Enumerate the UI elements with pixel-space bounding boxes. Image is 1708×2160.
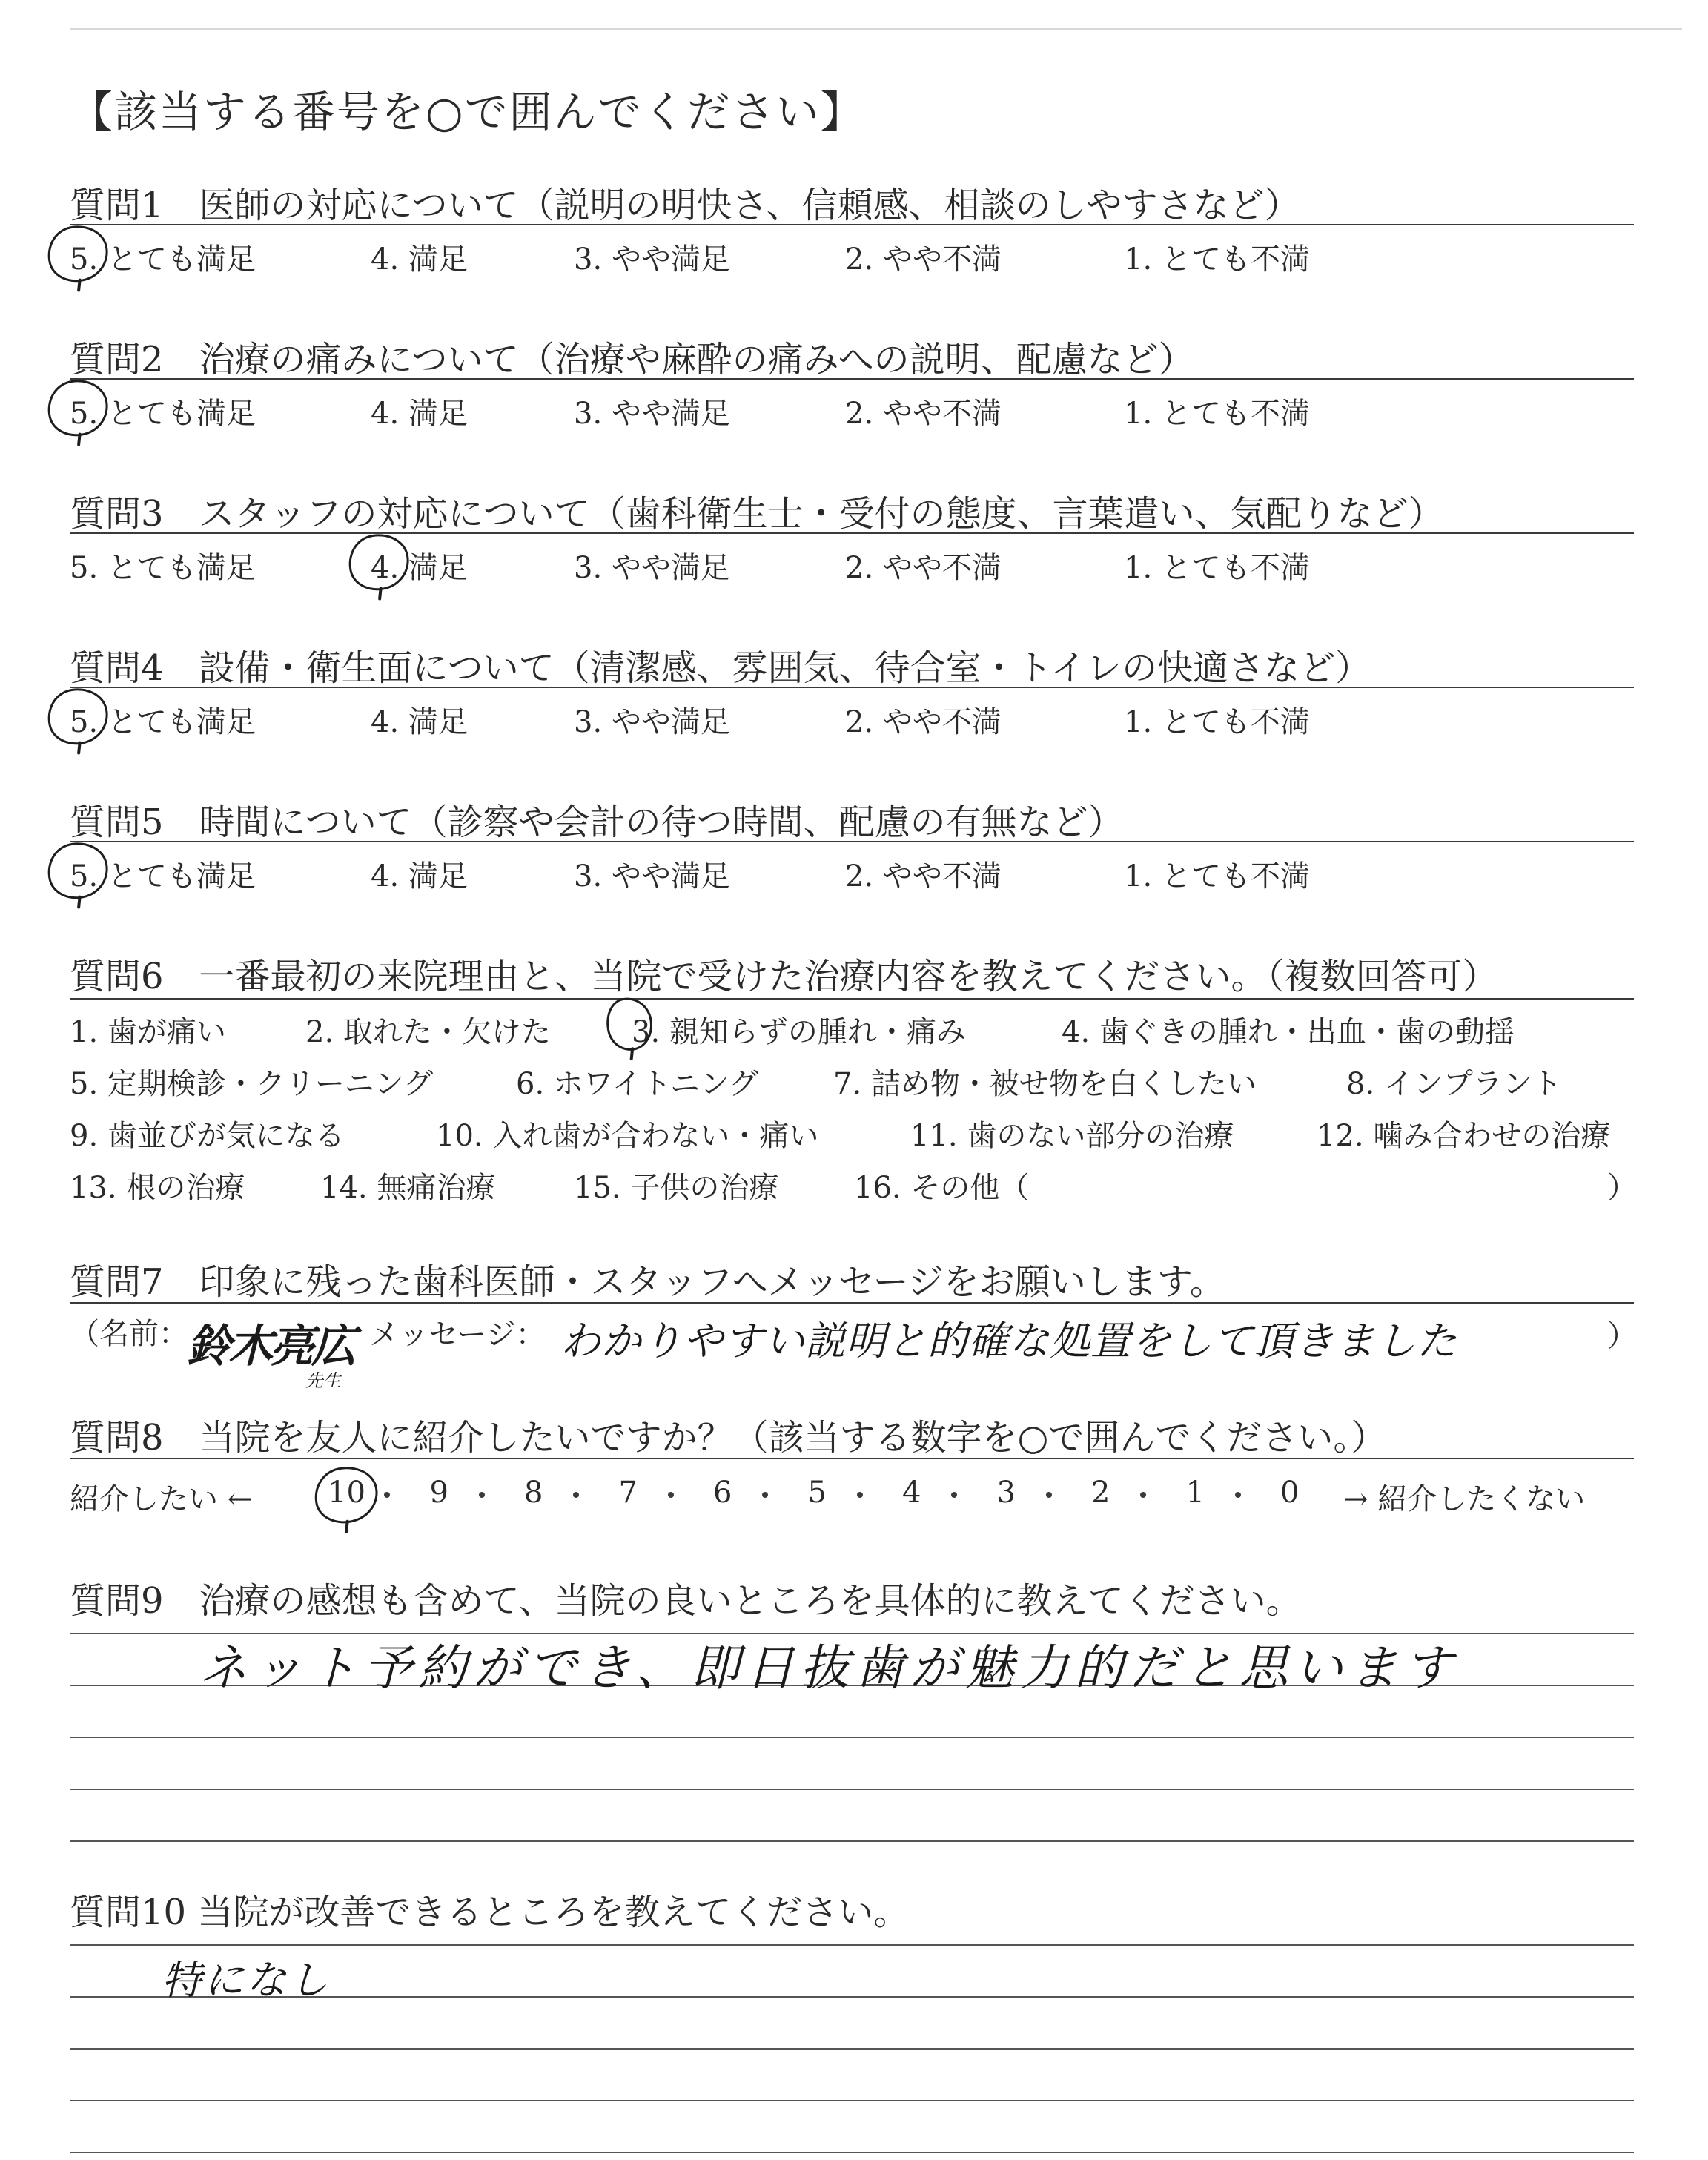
q2-rule — [70, 378, 1634, 380]
q8-rule — [70, 1458, 1634, 1459]
q8-left-label: 紹介したい ← — [70, 1482, 253, 1516]
q4-option-4[interactable]: 4. 満足 — [371, 705, 468, 739]
form-header: 【該当する番号を○で囲んでください】 — [70, 87, 865, 137]
q1-option-2[interactable]: 2. やや不満 — [845, 242, 1002, 277]
q8-selection-circle[interactable] — [309, 1461, 383, 1529]
q8-scale-8[interactable]: 8 — [524, 1476, 543, 1510]
q9-line-5 — [70, 1840, 1634, 1842]
q8-scale-4[interactable]: 4 — [902, 1476, 921, 1510]
q6-option-11[interactable]: 11. 歯のない部分の治療 — [910, 1119, 1234, 1153]
q1-option-3[interactable]: 3. やや満足 — [574, 242, 730, 277]
q1-option-5[interactable]: 5. とても満足 — [70, 242, 256, 277]
q4-option-1[interactable]: 1. とても不満 — [1124, 705, 1310, 739]
q6-option-12[interactable]: 12. 噛み合わせの治療 — [1317, 1119, 1611, 1153]
q8-scale-0[interactable]: 0 — [1280, 1476, 1300, 1510]
q6-option-9[interactable]: 9. 歯並びが気になる — [70, 1119, 345, 1153]
q5-option-2[interactable]: 2. やや不満 — [845, 859, 1002, 894]
q3-title: 質問3 スタッフの対応について（歯科衛生士・受付の態度、言葉遣い、気配りなど） — [70, 493, 1444, 535]
q7-name-suffix: 先生 — [305, 1370, 341, 1391]
q6-option-8[interactable]: 8. インプラント — [1346, 1067, 1562, 1101]
q6-other-close-paren: ） — [1607, 1171, 1637, 1205]
q8-scale-separator — [384, 1492, 390, 1498]
q6-option-15[interactable]: 15. 子供の治療 — [574, 1171, 779, 1205]
q7-name-value[interactable]: 鈴木亮広 — [187, 1321, 353, 1373]
q5-rule — [70, 841, 1634, 842]
q8-scale-6[interactable]: 6 — [713, 1476, 732, 1510]
q5-title: 質問5 時間について（診察や会計の待つ時間、配慮の有無など） — [70, 802, 1124, 843]
q8-scale-2[interactable]: 2 — [1091, 1476, 1110, 1510]
q6-option-7[interactable]: 7. 詰め物・被せ物を白くしたい — [833, 1067, 1257, 1101]
q6-option-4[interactable]: 4. 歯ぐきの腫れ・出血・歯の動揺 — [1062, 1015, 1515, 1049]
top-border — [70, 28, 1682, 30]
q10-line-3 — [70, 2048, 1634, 2050]
q8-scale-separator — [479, 1492, 485, 1498]
q2-title: 質問2 治療の痛みについて（治療や麻酔の痛みへの説明、配慮など） — [70, 339, 1194, 380]
q2-option-3[interactable]: 3. やや満足 — [574, 397, 730, 431]
q8-scale-5[interactable]: 5 — [807, 1476, 827, 1510]
q8-scale-separator — [1046, 1492, 1052, 1498]
q3-option-1[interactable]: 1. とても不満 — [1124, 551, 1310, 585]
q7-message-label: メッセージ： — [369, 1318, 546, 1352]
q3-option-5[interactable]: 5. とても満足 — [70, 551, 256, 585]
q6-option-5[interactable]: 5. 定期検診・クリーニング — [70, 1067, 434, 1101]
q6-title: 質問6 一番最初の来院理由と、当院で受けた治療内容を教えてください。（複数回答可） — [70, 956, 1498, 997]
q8-scale-9[interactable]: 9 — [429, 1476, 448, 1510]
q4-rule — [70, 687, 1634, 688]
q2-option-2[interactable]: 2. やや不満 — [845, 397, 1002, 431]
q8-title: 質問8 当院を友人に紹介したいですか？（該当する数字を○で囲んでください。） — [70, 1417, 1387, 1459]
q6-option-1[interactable]: 1. 歯が痛い — [70, 1015, 226, 1049]
q4-option-3[interactable]: 3. やや満足 — [574, 705, 730, 739]
q6-option-2[interactable]: 2. 取れた・欠けた — [305, 1015, 551, 1049]
q3-option-4[interactable]: 4. 満足 — [371, 551, 468, 585]
q6-option-3[interactable]: 3. 親知らずの腫れ・痛み — [632, 1015, 966, 1049]
q4-option-5[interactable]: 5. とても満足 — [70, 705, 256, 739]
q8-scale-separator — [1235, 1492, 1241, 1498]
q8-scale-10[interactable]: 10 — [328, 1476, 365, 1510]
q10-line-1 — [70, 1944, 1634, 1946]
q6-option-6[interactable]: 6. ホワイトニング — [516, 1067, 759, 1101]
q10-line-5 — [70, 2152, 1634, 2153]
q8-right-label: → 紹介したくない — [1343, 1482, 1586, 1516]
q7-name-label: （名前： — [70, 1317, 188, 1351]
q6-option-10[interactable]: 10. 入れ歯が合わない・痛い — [436, 1119, 819, 1153]
q8-scale-separator — [857, 1492, 863, 1498]
q1-option-1[interactable]: 1. とても不満 — [1124, 242, 1310, 277]
q8-scale-3[interactable]: 3 — [996, 1476, 1016, 1510]
q7-message-value[interactable]: わかりやすい説明と的確な処置をして頂きました — [560, 1318, 1457, 1364]
q6-rule — [70, 998, 1634, 1000]
q5-option-1[interactable]: 1. とても不満 — [1124, 859, 1310, 894]
q5-option-3[interactable]: 3. やや満足 — [574, 859, 730, 894]
q2-option-4[interactable]: 4. 満足 — [371, 397, 468, 431]
q8-scale-separator — [762, 1492, 768, 1498]
q8-scale-separator — [951, 1492, 957, 1498]
q8-scale-1[interactable]: 1 — [1185, 1476, 1205, 1510]
q7-close-paren: ） — [1607, 1319, 1637, 1353]
q9-line-3 — [70, 1737, 1634, 1738]
q1-title: 質問1 医師の対応について（説明の明快さ、信頼感、相談のしやすさなど） — [70, 185, 1300, 226]
q10-line-4 — [70, 2100, 1634, 2101]
q3-option-3[interactable]: 3. やや満足 — [574, 551, 730, 585]
q7-rule — [70, 1302, 1634, 1304]
q9-title: 質問9 治療の感想も含めて、当院の良いところを具体的に教えてください。 — [70, 1580, 1302, 1622]
q8-scale-7[interactable]: 7 — [618, 1476, 638, 1510]
q6-option-13[interactable]: 13. 根の治療 — [70, 1171, 245, 1205]
q8-scale-separator — [668, 1492, 674, 1498]
q10-title: 質問10 当院が改善できるところを教えてください。 — [70, 1892, 910, 1933]
q8-scale-separator — [1140, 1492, 1146, 1498]
q9-line-4 — [70, 1789, 1634, 1790]
q5-option-4[interactable]: 4. 満足 — [371, 859, 468, 894]
q7-title: 質問7 印象に残った歯科医師・スタッフへメッセージをお願いします。 — [70, 1261, 1225, 1303]
q6-option-14[interactable]: 14. 無痛治療 — [320, 1171, 496, 1205]
q3-rule — [70, 532, 1634, 534]
q10-answer[interactable]: 特になし — [162, 1957, 331, 2004]
q4-option-2[interactable]: 2. やや不満 — [845, 705, 1002, 739]
q5-option-5[interactable]: 5. とても満足 — [70, 859, 256, 894]
q6-option-16[interactable]: 16. その他（ — [854, 1171, 1030, 1205]
q8-scale-separator — [573, 1492, 579, 1498]
q1-rule — [70, 224, 1634, 225]
q4-title: 質問4 設備・衛生面について（清潔感、雰囲気、待合室・トイレの快適さなど） — [70, 647, 1371, 689]
q2-option-1[interactable]: 1. とても不満 — [1124, 397, 1310, 431]
q1-option-4[interactable]: 4. 満足 — [371, 242, 468, 277]
q2-option-5[interactable]: 5. とても満足 — [70, 397, 256, 431]
q9-answer[interactable]: ネット予約ができ、即日抜歯が魅力的だと思います — [199, 1639, 1459, 1697]
q3-option-2[interactable]: 2. やや不満 — [845, 551, 1002, 585]
